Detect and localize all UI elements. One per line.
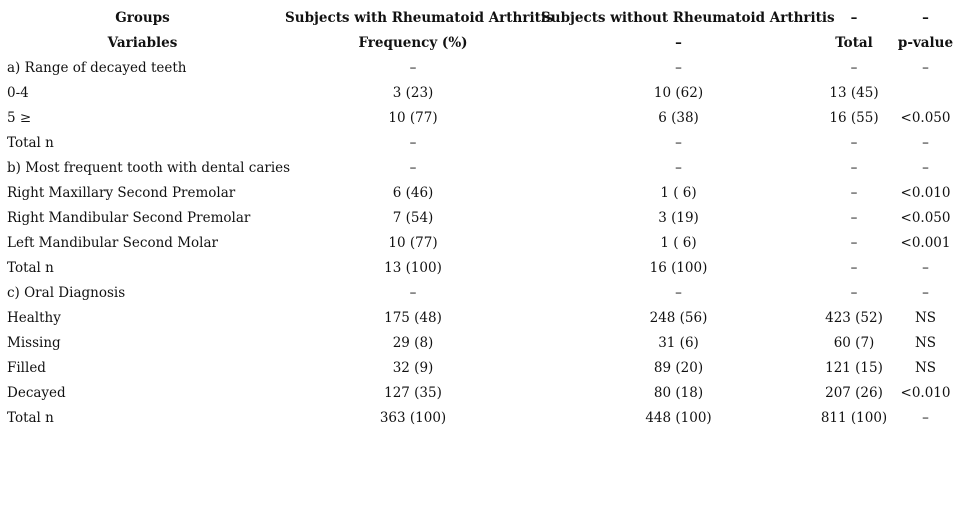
total-cell: – xyxy=(850,209,858,226)
with-ra-cell: 32 (9) xyxy=(392,359,434,376)
header-dash-3: – xyxy=(675,34,682,51)
total-cell: 811 (100) xyxy=(820,409,888,426)
variable-cell: a) Range of decayed teeth xyxy=(7,59,187,76)
p-value-cell: – xyxy=(922,284,929,301)
table-row xyxy=(0,330,959,355)
without-ra-cell: 1 ( 6) xyxy=(660,234,697,251)
variable-cell: c) Oral Diagnosis xyxy=(7,284,126,301)
variable-cell: 0-4 xyxy=(7,84,29,101)
with-ra-cell: 3 (23) xyxy=(392,84,434,101)
table-row xyxy=(0,280,959,305)
table-row xyxy=(0,180,959,205)
p-value-cell: – xyxy=(922,134,929,151)
with-ra-cell: – xyxy=(409,284,417,301)
total-cell: – xyxy=(850,284,858,301)
with-ra-cell: 10 (77) xyxy=(388,234,438,251)
total-cell: 60 (7) xyxy=(833,334,875,351)
header-total: Total xyxy=(835,34,873,51)
p-value-cell xyxy=(892,80,959,105)
total-cell: 13 (45) xyxy=(829,84,879,101)
p-value-cell: NS xyxy=(914,334,937,351)
header-variables: Variables xyxy=(107,34,178,51)
without-ra-cell: – xyxy=(675,159,682,176)
p-value-cell: – xyxy=(922,409,929,426)
p-value-cell: NS xyxy=(914,359,937,376)
with-ra-cell: 29 (8) xyxy=(392,334,434,351)
p-value-cell: <0.001 xyxy=(900,234,951,251)
without-ra-cell: 1 ( 6) xyxy=(660,184,697,201)
variable-cell: Left Mandibular Second Molar xyxy=(7,234,218,251)
variable-cell: Missing xyxy=(7,334,61,351)
total-cell: 207 (26) xyxy=(825,384,883,401)
variable-cell: Total n xyxy=(7,134,54,151)
without-ra-cell: – xyxy=(675,134,682,151)
header-without-ra: Subjects without Rheumatoid Arthritis xyxy=(541,9,835,26)
variable-cell: Right Mandibular Second Premolar xyxy=(7,209,251,226)
p-value-cell: NS xyxy=(914,309,937,326)
dental-caries-table xyxy=(0,5,959,430)
table-row xyxy=(0,155,959,180)
variable-cell: Right Maxillary Second Premolar xyxy=(7,184,236,201)
variable-cell: b) Most frequent tooth with dental caries xyxy=(7,159,291,176)
without-ra-cell: 248 (56) xyxy=(649,309,708,326)
table-body xyxy=(0,55,959,430)
with-ra-cell: 13 (100) xyxy=(384,259,442,276)
table-row xyxy=(0,105,959,130)
header-frequency: Frequency (%) xyxy=(358,34,468,51)
variable-cell: Total n xyxy=(7,409,54,426)
table-row xyxy=(0,380,959,405)
with-ra-cell: 7 (54) xyxy=(392,209,434,226)
without-ra-cell: 31 (6) xyxy=(658,334,699,351)
variable-cell: Healthy xyxy=(7,309,61,326)
without-ra-cell: 448 (100) xyxy=(645,409,712,426)
with-ra-cell: 127 (35) xyxy=(384,384,442,401)
header-groups: Groups xyxy=(115,9,170,26)
variable-cell: Filled xyxy=(7,359,46,376)
table-header xyxy=(0,5,959,55)
table-row xyxy=(0,205,959,230)
p-value-cell: <0.010 xyxy=(900,384,951,401)
p-value-cell: <0.010 xyxy=(900,184,951,201)
total-cell: – xyxy=(850,59,858,76)
total-cell: – xyxy=(850,234,858,251)
variable-cell: 5 ≥ xyxy=(7,109,32,126)
total-cell: – xyxy=(850,159,858,176)
with-ra-cell: – xyxy=(409,159,417,176)
without-ra-cell: – xyxy=(675,284,682,301)
p-value-cell: <0.050 xyxy=(900,209,951,226)
header-row-variables xyxy=(0,30,959,55)
with-ra-cell: 175 (48) xyxy=(384,309,442,326)
without-ra-cell: 3 (19) xyxy=(658,209,699,226)
total-cell: – xyxy=(850,184,858,201)
variable-cell: Total n xyxy=(7,259,54,276)
p-value-cell: – xyxy=(922,59,929,76)
with-ra-cell: 6 (46) xyxy=(392,184,434,201)
header-p-value: p-value xyxy=(897,34,954,51)
p-value-cell: – xyxy=(922,259,929,276)
header-row-groups xyxy=(0,5,959,30)
table-row xyxy=(0,55,959,80)
without-ra-cell: 80 (18) xyxy=(653,384,704,401)
with-ra-cell: 363 (100) xyxy=(379,409,447,426)
with-ra-cell: – xyxy=(409,134,417,151)
without-ra-cell: 16 (100) xyxy=(649,259,708,276)
without-ra-cell: 6 (38) xyxy=(658,109,699,126)
without-ra-cell: – xyxy=(675,59,682,76)
table-row xyxy=(0,80,959,105)
header-with-ra: Subjects with Rheumatoid Arthritis xyxy=(285,9,554,26)
with-ra-cell: 10 (77) xyxy=(388,109,438,126)
variable-cell: Decayed xyxy=(7,384,66,401)
table-row xyxy=(0,355,959,380)
table-row xyxy=(0,255,959,280)
table-row xyxy=(0,230,959,255)
header-dash-2: – xyxy=(922,9,929,26)
p-value-cell: <0.050 xyxy=(900,109,951,126)
header-dash-1: – xyxy=(850,9,858,26)
without-ra-cell: 89 (20) xyxy=(653,359,704,376)
p-value-cell: – xyxy=(922,159,929,176)
table-row xyxy=(0,405,959,430)
total-cell: 423 (52) xyxy=(825,309,883,326)
table-row xyxy=(0,305,959,330)
total-cell: 16 (55) xyxy=(829,109,879,126)
total-cell: 121 (15) xyxy=(825,359,883,376)
total-cell: – xyxy=(850,134,858,151)
with-ra-cell: – xyxy=(409,59,417,76)
table-row xyxy=(0,130,959,155)
total-cell: – xyxy=(850,259,858,276)
without-ra-cell: 10 (62) xyxy=(653,84,704,101)
